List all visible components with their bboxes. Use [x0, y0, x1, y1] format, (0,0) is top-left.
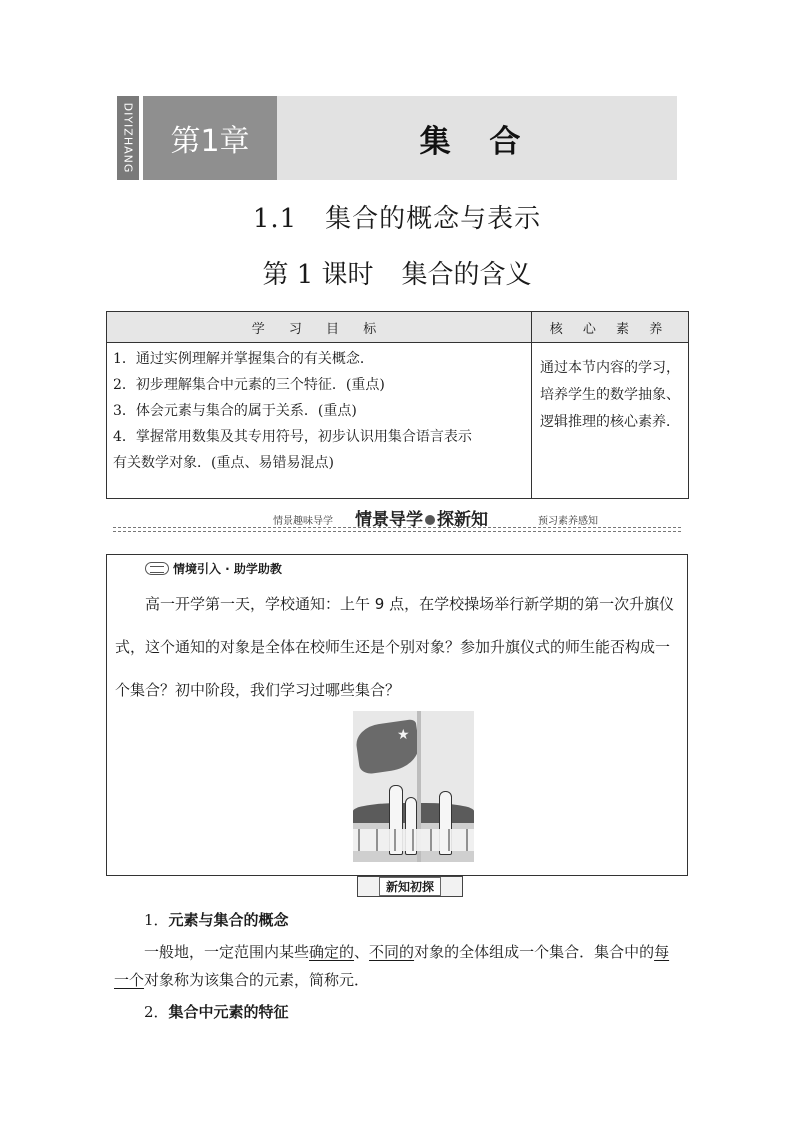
objectives-list — [107, 343, 532, 498]
underlined-term: 每一个 — [114, 943, 670, 989]
header-core-literacy: 核 心 素 养 — [549, 322, 671, 337]
heading-label: 集合中元素的特征 — [168, 1003, 289, 1021]
objective-item: 1．通过实例理解并掌握集合的有关概念． — [113, 351, 374, 367]
band-left-caption: 情景趣味导学 — [273, 516, 333, 527]
definition-paragraph: 一般地，一定范围内某些确定的、不同的对象的全体组成一个集合．集合中的每一个对象称为该集合的元素，简称元． — [114, 943, 670, 989]
heading-element-features — [114, 1001, 684, 1022]
scenario-box — [106, 554, 688, 876]
band-right-caption: 预习素养感知 — [538, 516, 598, 527]
lesson-title — [0, 254, 794, 291]
objectives-table — [106, 311, 689, 499]
heading-number: 1． — [144, 911, 169, 929]
section-title — [0, 198, 794, 235]
dashed-rule — [113, 531, 681, 532]
scenario-text — [115, 583, 683, 712]
header-learning-objectives: 学 习 目 标 — [107, 312, 532, 343]
chapter-side-label: DIYIZHANG — [117, 96, 139, 180]
scenario-heading — [145, 560, 282, 577]
section-name: 集合的概念与表示 — [325, 204, 542, 234]
objective-item: 有关数学对象．(重点、易错易混点) — [113, 455, 334, 471]
scenario-heading-label: 情境引入 · 助学助教 — [173, 562, 282, 576]
new-knowledge-label: 新知初探 — [379, 877, 441, 896]
band-title — [355, 505, 488, 530]
heading-number: 2． — [144, 1003, 169, 1021]
chapter-title: 集 合 — [277, 96, 677, 180]
flag-raising-photo: ★ — [353, 711, 474, 862]
objectives-table-header — [107, 312, 688, 343]
chapter-number: 第1章 — [143, 96, 277, 180]
scenario-paragraph: 高一开学第一天，学校通知：上午 9 点，在学校操场举行新学期的第一次升旗仪式，这个通知的对象是全体在校师生还是个别对象？参加升旗仪式的师生能否构成一个集合？初中阶段，我们学习过哪些集合？ — [115, 595, 675, 699]
objective-item: 3．体会元素与集合的属于关系．(重点) — [113, 403, 357, 419]
lesson-number: 第 1 课时 — [262, 260, 374, 290]
underlined-term: 不同的 — [369, 943, 415, 961]
chapter-banner — [117, 96, 677, 180]
section-number: 1.1 — [252, 204, 298, 234]
band-title-a: 情景导学 — [355, 510, 423, 530]
objective-item: 4．掌握常用数集及其专用符号，初步认识用集合语言表示 — [113, 429, 472, 445]
core-literacy-text: 通过本节内容的学习，培养学生的数学抽象、逻辑推理的核心素养． — [540, 360, 680, 430]
heading-element-and-set — [114, 909, 684, 930]
lesson-name: 集合的含义 — [401, 260, 532, 290]
arrow-circle-icon — [425, 515, 435, 525]
underlined-term: 确定的 — [309, 943, 355, 961]
objective-item: 2．初步理解集合中元素的三个特征．(重点) — [113, 377, 385, 393]
cloud-logo-icon — [145, 562, 169, 575]
heading-label: 元素与集合的概念 — [168, 911, 289, 929]
band-title-b: 探新知 — [437, 510, 488, 530]
section-divider-band — [113, 506, 681, 532]
new-knowledge-tag — [357, 876, 463, 897]
